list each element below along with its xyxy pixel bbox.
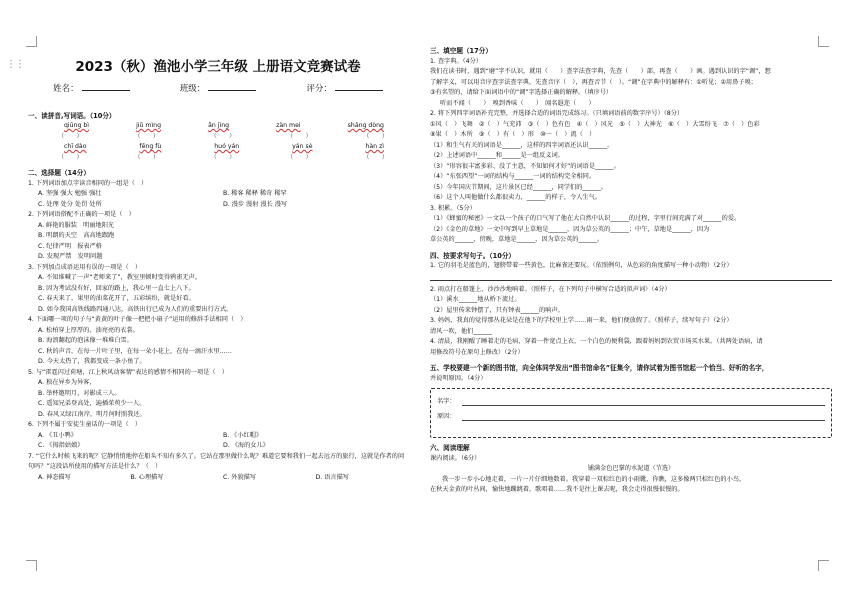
text-line: 1. 它的羽毛是蓝色的，翅膀带着一些黄色，比麻雀还要玩。（依照例句，从色彩的角度描写一种小动物）（2分） bbox=[430, 262, 733, 269]
score-label: 评分： bbox=[306, 84, 332, 94]
answer-blank[interactable]: （ ） bbox=[363, 132, 388, 140]
options bbox=[28, 273, 408, 315]
pinyin: ān jìng bbox=[208, 122, 230, 129]
reason-field[interactable] bbox=[462, 413, 825, 421]
options bbox=[28, 221, 408, 263]
question: 3. 下列加点成语运用有误的一项是（ ） bbox=[28, 263, 142, 271]
option[interactable]: A. 坚强 强大 勉强 强壮 bbox=[38, 190, 102, 197]
option[interactable]: A. 神态描写 bbox=[38, 473, 71, 481]
passage-title: 铺满金色巴掌的水泥道（节选） bbox=[587, 465, 675, 472]
options bbox=[28, 431, 408, 452]
crop-mark bbox=[818, 560, 829, 571]
class-label: 班级： bbox=[179, 84, 206, 94]
text-line: 草公英的______，傍晚，草地是______，因为草公英的______。 bbox=[430, 236, 604, 243]
text-line: 3. 积累。（5分） bbox=[430, 204, 476, 212]
option[interactable]: A. 《丑小鸭》 bbox=[38, 431, 77, 439]
answer-row bbox=[28, 153, 408, 164]
section-heading: 二、选择题（14分） bbox=[28, 169, 90, 177]
answer-line[interactable] bbox=[430, 274, 832, 281]
text-line: 并说明原因。（4分） bbox=[430, 374, 487, 382]
answer-row bbox=[28, 132, 408, 143]
section-heading: 五、学校要建一个新的图书馆，向全体同学发出“图书馆命名”征集令，请你试着为图书馆起一个恰当、好听的名字， bbox=[430, 364, 769, 372]
text-line: （4）“东张西望”一词的结构与______一词的结构完全相同。 bbox=[430, 173, 596, 180]
option[interactable]: B. 举杯邀明月，对影成三人。 bbox=[38, 389, 121, 397]
option[interactable]: C. 外貌描写 bbox=[223, 473, 257, 481]
text-line: 3. 妈妈，我真的觉得那丛花朵是在他下的学校里上学……雨一来，他们便放假了。（照样子，续写句子）（2分） bbox=[430, 317, 733, 324]
class-field[interactable] bbox=[208, 90, 256, 91]
reason-label: 原因： bbox=[437, 412, 456, 420]
score-field[interactable] bbox=[335, 90, 383, 91]
option[interactable]: D. 语言描写 bbox=[315, 473, 349, 481]
question: 2. 下列词语搭配不正确的一项是（ ） bbox=[28, 211, 135, 218]
text-line: （1）和生气有关的词语是______，这样的四字词语还认识______。 bbox=[430, 141, 614, 149]
passage-text: 在秋天金黄的叶丛间，愉快地蹦跳着，歌唱着……我不是往上课去呢，我会走得很慢很慢的。 bbox=[430, 486, 684, 493]
answer-blank[interactable]: （ ） bbox=[134, 153, 160, 161]
name-field[interactable] bbox=[82, 90, 130, 91]
text-line: 了解字义，可以用音序查字法查字典，先查音序（ ），再查音节（ ）。“调”在字典中的解释有：①听见；②用鼻子嗅； bbox=[430, 78, 757, 86]
section-heading: 四、按要求写句子。（10分） bbox=[430, 251, 516, 260]
question: 4. 下面哪一项的句子与“黄黄的叶子像一把把小扇子”运用的修辞手法相同（ ） bbox=[28, 316, 247, 323]
text-line: 1. 查字典。（4分） bbox=[430, 57, 483, 65]
answer-blank[interactable]: （ ） bbox=[58, 132, 83, 140]
question: 1. 下列词语加点字读音相同的一组是（ ） bbox=[28, 179, 148, 187]
text-line: 我们在读书时，遇到“磨”字不认识，就用（ ）查字法查字典，先查（ ）部，再查（ ）画。遇到认识的字“调”，想 bbox=[430, 68, 771, 75]
text-line: 清风一吹，他们______ bbox=[430, 327, 492, 335]
section-heading: 三、填空题（17分） bbox=[430, 47, 492, 55]
question: 6. 下列不属于安徒生童话的一项是（ ） bbox=[28, 421, 142, 428]
question: 5. 与“雷霆闪过荷塘，江上秋风动客情”表达的感情不相同的一项是（ ） bbox=[28, 368, 228, 376]
text-line: ⑧果（ ）木所 ⑨（ ）有（ ）形 ⑩一（ ）流（ ） bbox=[430, 131, 596, 138]
option[interactable]: B. 因为考试没有好，回家的路上，我心里一直七上八下。 bbox=[38, 284, 195, 292]
option[interactable]: B. 心理描写 bbox=[130, 473, 164, 481]
option[interactable]: D. 今天太热了，我都变成一条小鱼了。 bbox=[38, 358, 146, 365]
text-line: 听而不闻（ ） 嗅到香味（ ） 闻名遐迩（ ） bbox=[440, 99, 595, 107]
text-line: 2. 雨点打在船篷上，沙沙沙地响着。（照样子，在下列句子中横写合适的拟声词）（4分） bbox=[430, 285, 671, 293]
drag-handle-icon[interactable]: ⋮⋮ bbox=[6, 59, 24, 70]
option[interactable]: A. 不知谁喊了一声“老师来了”，教室里顿时变得鸦雀无声。 bbox=[38, 274, 201, 281]
option[interactable]: A. 鲜艳的服装 明丽地阳光 bbox=[38, 221, 115, 229]
option[interactable]: C. 《拇指姑娘》 bbox=[38, 442, 84, 449]
option[interactable]: D. 春风又绿江南岸，明月何时照我还。 bbox=[38, 410, 146, 418]
left-column bbox=[28, 40, 408, 483]
option[interactable]: C. 遥知兄弟登高处，遍插茱萸少一人。 bbox=[38, 400, 146, 407]
text-line: （2）屋里传来钟摆了，只有钟表______的响声。 bbox=[430, 306, 564, 314]
answer-blank[interactable]: （ ） bbox=[210, 132, 236, 140]
pinyin: zàn mei bbox=[276, 122, 301, 129]
text-line: 用修改符号在原句上修改）（2分） bbox=[430, 348, 524, 356]
option[interactable]: C. 纪律严明 报表严格 bbox=[38, 242, 102, 250]
text-line: （3）“形容很丰富多彩、没了主意，不知如何才好”的词语是______。 bbox=[430, 162, 620, 170]
option[interactable]: B. 海浪翻起的泡沫像一堆堆白雪。 bbox=[38, 337, 133, 344]
text-line: （6）这个人叫他做什么都很卖力，______的样子，令人生气。 bbox=[430, 194, 601, 201]
pinyin: yán sè bbox=[292, 143, 313, 150]
options bbox=[28, 326, 408, 368]
pinyin: hàn zì bbox=[365, 143, 384, 150]
option[interactable]: D. 《海的女儿》 bbox=[223, 442, 269, 449]
text-line: （2）《金色的草地》一文中写到早上草地是______，因为草公英的______；中午，草地是______，因为 bbox=[430, 225, 710, 233]
options bbox=[28, 473, 408, 484]
text-line: （1）溪水______地从桥下流过。 bbox=[430, 296, 521, 303]
option[interactable]: C. 秋的声音，在每一片叶子里，在每一朵小花上，在每一滴汗水里…… bbox=[38, 347, 232, 355]
option[interactable]: D. 发现严禁 发明问题 bbox=[38, 253, 103, 260]
name-label: 姓名： bbox=[53, 84, 79, 94]
right-column bbox=[430, 46, 832, 496]
pinyin: jiǔ mìng bbox=[136, 122, 162, 129]
text-line: 4. 清晨，我刚醒了睡着走的毛病，穿着一件宽点上衣，一个白色的便利袋，跟着妈妈到农贸市场买水果。（共两处语病，请 bbox=[430, 338, 763, 345]
section-heading: 六、阅读理解 bbox=[430, 444, 470, 452]
option[interactable]: B. 《小红帽》 bbox=[223, 431, 263, 439]
text-line: （1）《蜂蜜的秘密》一文以一个孩子的口气写了他在大自然中认识______的过程，字里行间充满了对______的爱。 bbox=[430, 215, 741, 222]
crop-mark bbox=[26, 560, 37, 571]
option[interactable]: C. 春天来了，果里的油菜花开了，五彩缤纷，就是好看。 bbox=[38, 295, 195, 302]
passage-text: 我一步一步小心地走着，一片一片仔细地数着。我穿着一双棕红色的小雨靴，你瞧，这多像两只棕红色的小鸟， bbox=[442, 475, 746, 483]
option[interactable]: C. 处理 处分 处罚 处所 bbox=[38, 200, 102, 208]
pinyin: fēng fù bbox=[139, 143, 162, 150]
pinyin: huó yán bbox=[214, 143, 240, 150]
text-line: （5）今年国庆节期间，这片景区已经______，同学们的______。 bbox=[430, 183, 608, 191]
pinyin-row bbox=[28, 142, 408, 153]
answer-blank[interactable]: （ ） bbox=[134, 132, 160, 140]
library-name-field[interactable] bbox=[462, 398, 825, 406]
options bbox=[28, 378, 408, 420]
section-heading: 一、读拼音,写词语。（10分） bbox=[28, 111, 116, 120]
text-line: 课内阅读。（6分） bbox=[430, 454, 481, 462]
text-line: （2）上述词语中______和______是一组反义词。 bbox=[430, 152, 564, 159]
naming-answer-box bbox=[430, 388, 832, 438]
pinyin-row bbox=[28, 121, 408, 132]
option[interactable]: D. 如今我国高铁线路四通八达，高铁出行已成为人们的重要出行方式。 bbox=[38, 305, 233, 313]
pinyin: chī dào bbox=[64, 143, 87, 150]
pinyin: qiūng bì bbox=[64, 122, 90, 129]
answer-blank[interactable]: （ ） bbox=[286, 153, 312, 161]
answer-blank[interactable]: （ ） bbox=[363, 153, 388, 161]
text-line: 2. 将下列四字词语补充完整，并选择合适的词语完成练习。（只填词语前的数字序号）（8分） bbox=[430, 110, 684, 117]
options bbox=[28, 189, 408, 210]
student-info bbox=[28, 84, 408, 95]
option[interactable]: A. 独在异乡为异客， bbox=[38, 379, 96, 386]
answer-blank[interactable]: （ ） bbox=[286, 132, 312, 140]
option[interactable]: A. 松柏穿上厚厚的、油亮亮的衣裳。 bbox=[38, 326, 139, 334]
page-title: 2023（秋）渔池小学三年级 上册语文竞赛试卷 bbox=[75, 59, 361, 75]
question: 7. “它什么时候飞来的呢？它静悄悄地停在船头不知有多久了。它站在那里做什么呢？难道它要和我们一起去远方的旅行，这就是作者的问句吗？”这段话所使用的描写方法是什么？（ ） bbox=[28, 452, 405, 470]
name-label: 名字： bbox=[437, 398, 456, 405]
text-line: ③有名望的，请给下面词语中的“调”字选择正确的解释。（填序号） bbox=[430, 89, 613, 96]
answer-blank[interactable]: （ ） bbox=[58, 153, 83, 161]
text-line: ①风（ ）飞舞 ②（ ）气充沛 ③（ ）色有色 ④（ ）风光 ⑤（ ）大神光 ⑥（ ）大雪纷飞 ⑦（ ）色彩 bbox=[430, 120, 760, 128]
option[interactable]: D. 漫步 漫射 漫长 漫写 bbox=[223, 200, 288, 208]
option[interactable]: B. 稀客 稀释 稀奇 稀罕 bbox=[223, 190, 287, 197]
option[interactable]: B. 明朗的天空 高高地跟跑 bbox=[38, 232, 115, 239]
answer-blank[interactable]: （ ） bbox=[210, 153, 236, 161]
pinyin: shāng dòng bbox=[347, 122, 384, 129]
